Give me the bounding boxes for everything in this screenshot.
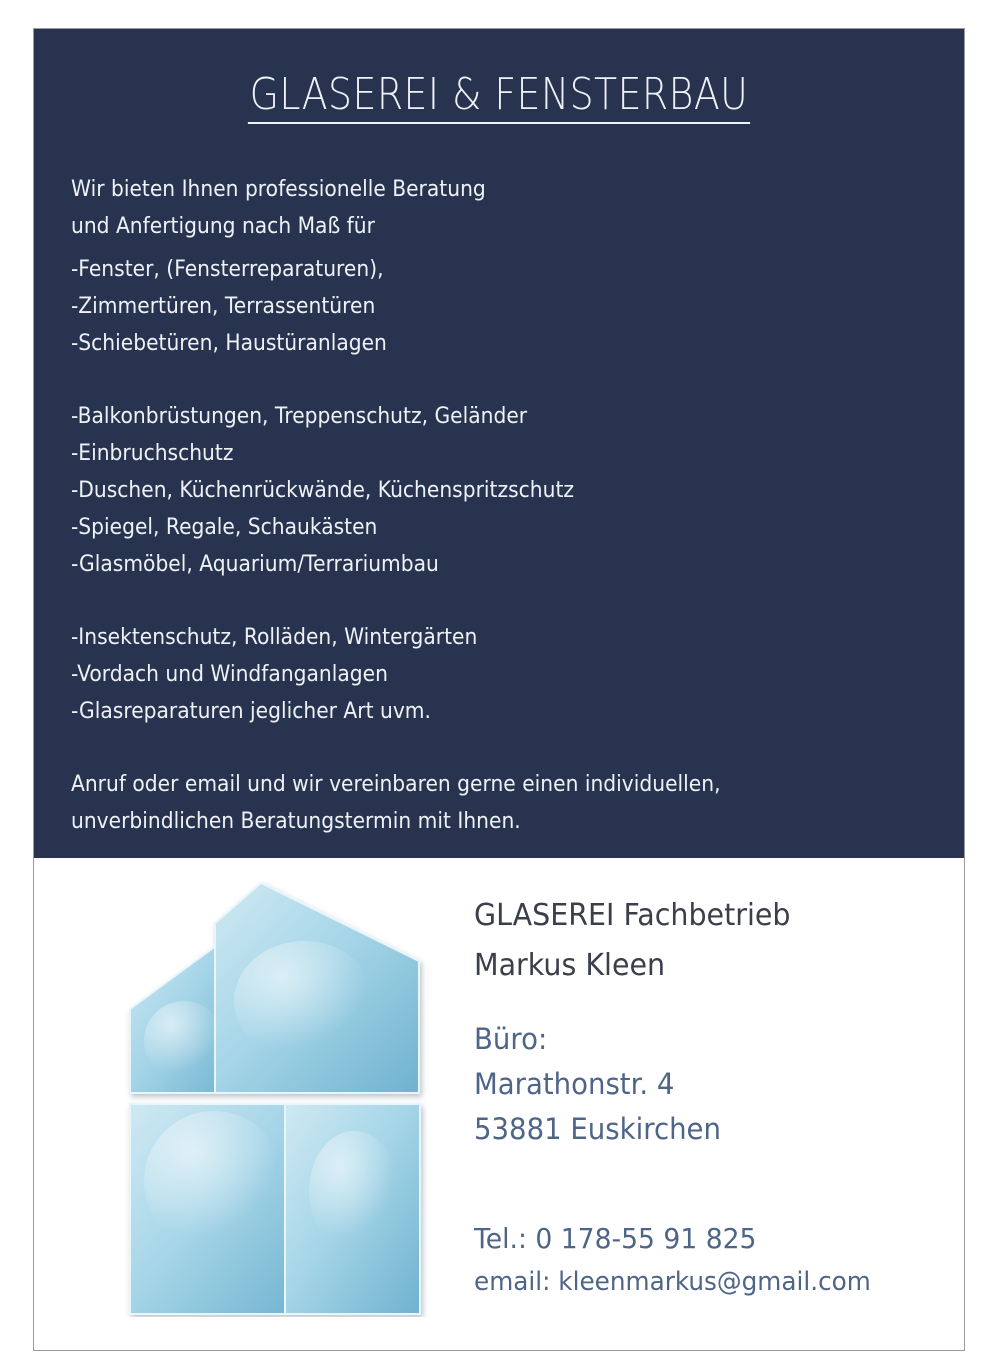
service-item: -Insektenschutz, Rolläden, Wintergärten [71,624,478,650]
service-item: -Einbruchschutz [71,440,234,466]
glass-house-icon [94,881,429,1317]
service-item: -Glasreparaturen jeglicher Art uvm. [71,698,431,724]
company-name: GLASEREI Fachbetrieb [474,898,791,933]
glass-services-block [71,398,931,583]
owner-name: Markus Kleen [474,948,666,983]
page-title [34,69,964,124]
flyer-page [33,28,965,1351]
service-item: -Glasmöbel, Aquarium/Terrariumbau [71,551,439,577]
street-address: Marathonstr. 4 [474,1067,675,1101]
service-item: -Duschen, Küchenrückwände, Küchenspritzschutz [71,477,575,503]
service-item: -Fenster, (Fensterreparaturen), [71,256,384,282]
spacer [474,1152,954,1216]
contact-block [474,891,954,1303]
other-services-block [71,619,931,730]
city-address: 53881 Euskirchen [474,1112,721,1146]
closing-line: Anruf oder email und wir vereinbaren gerne einen individuellen, [71,771,721,797]
spacer [71,362,931,398]
spacer [71,730,931,766]
spacer [71,583,931,619]
office-label: Büro: [474,1022,548,1056]
page-title-text: GLASEREI & FENSTERBAU [248,69,750,124]
closing-block [71,766,931,840]
phone-number[interactable]: Tel.: 0 178-55 91 825 [474,1222,757,1255]
services-text [71,171,931,840]
email-address[interactable]: email: kleenmarkus@gmail.com [474,1267,871,1297]
closing-line: unverbindlichen Beratungstermin mit Ihnen. [71,808,521,834]
services-panel [34,29,964,858]
service-item: -Spiegel, Regale, Schaukästen [71,514,378,540]
intro-line: und Anfertigung nach Maß für [71,213,375,239]
spacer [474,991,954,1017]
service-item: -Schiebetüren, Haustüranlagen [71,330,387,356]
service-item: -Zimmertüren, Terrassentüren [71,293,376,319]
intro-line: Wir bieten Ihnen professionelle Beratung [71,176,486,202]
service-item: -Vordach und Windfanganlagen [71,661,388,687]
service-item: -Balkonbrüstungen, Treppenschutz, Geländer [71,403,528,429]
intro-block [71,171,931,362]
